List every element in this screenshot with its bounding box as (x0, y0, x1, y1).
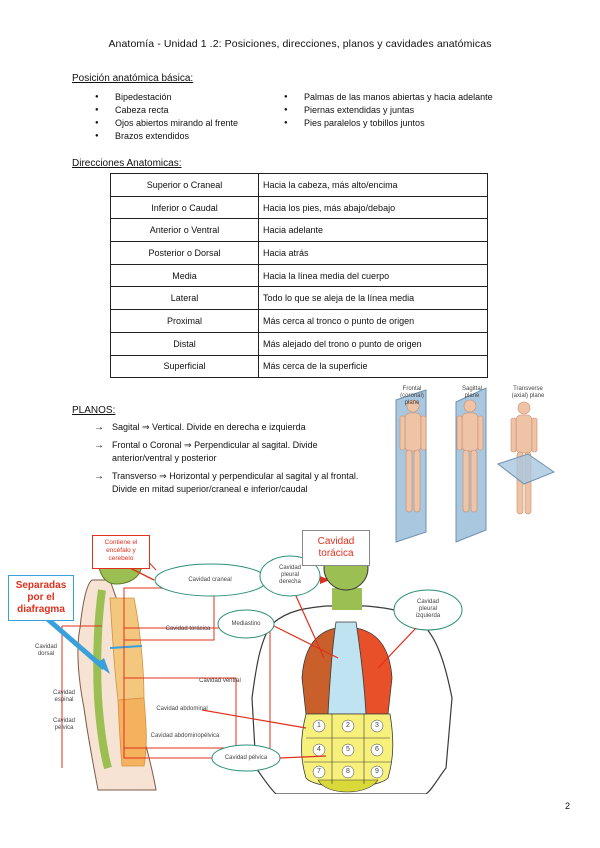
label-cavidad-toracica-small: Cavidad torácica (165, 626, 211, 632)
posicion-list-left (95, 91, 238, 143)
table-row (111, 174, 488, 197)
table-row (111, 355, 488, 378)
directions-table (110, 173, 488, 378)
posicion-list-right (284, 91, 493, 130)
label-cavidad-pelvica-right: Cavidad pélvica (224, 755, 268, 761)
label-cavidad-abdominal: Cavidad abdominal (156, 706, 208, 712)
term-cell: Posterior o Dorsal (111, 242, 259, 265)
table-row (111, 310, 488, 333)
term-cell: Media (111, 264, 259, 287)
region-number: 4 (317, 746, 321, 753)
label-cavidad-craneal: Cavidad craneal (188, 577, 232, 583)
label-cavidad-ventral: Cavidad ventral (199, 678, 241, 684)
desc-cell: Hacia la cabeza, más alto/encima (259, 174, 488, 197)
table-row (111, 242, 488, 265)
term-cell: Superior o Craneal (111, 174, 259, 197)
term-cell: Anterior o Ventral (111, 219, 259, 242)
label-pleural-izquierda: Cavidad pleural izquierda (415, 599, 441, 619)
section-heading-planos: PLANOS: (72, 405, 116, 416)
term-cell: Lateral (111, 287, 259, 310)
region-number: 7 (317, 768, 321, 775)
region-number: 2 (346, 722, 350, 729)
label-cavidad-pelvica-left: Cavidad pélvica (52, 718, 75, 731)
label-cavidad-dorsal: Cavidad dorsal (34, 644, 57, 657)
label-pleural-derecha: Cavidad pleural derecha (278, 565, 301, 585)
label-cavidad-abdominopelvica: Cavidad abdominopélvica (150, 733, 220, 739)
callout-toracica: Cavidad torácica (302, 530, 370, 566)
label-sagittal-plane: Sagittal plane (461, 386, 482, 399)
body-planes-illustration (386, 382, 558, 550)
region-number: 9 (375, 768, 379, 775)
region-number: 1 (317, 722, 321, 729)
list-item: → Frontal o Coronal ⇒ Perpendicular al sagital. Divide anterior/ventral y posterior (92, 439, 372, 465)
region-number: 5 (346, 746, 350, 753)
desc-cell: Hacia atrás (259, 242, 488, 265)
transverse-plane-shape (498, 454, 554, 484)
list-item: → Transverso ⇒ Horizontal y perpendicular al sagital y al frontal. Divide en mitad superior/craneal e inferior/caudal (92, 470, 372, 496)
desc-cell: Más cerca de la superficie (259, 355, 488, 378)
list-item: ● Bipedestación (95, 91, 238, 104)
label-mediastino: Mediastino (231, 621, 261, 627)
list-item: → Sagital ⇒ Vertical. Divide en derecha e izquierda (92, 421, 372, 434)
desc-cell: Más cerca al tronco o punto de origen (259, 310, 488, 333)
desc-cell: Más alejado del trono o punto de origen (259, 332, 488, 355)
list-item: ● Ojos abiertos mirando al frente (95, 117, 238, 130)
callout-encefalo: Contiene el encéfalo y cerebelo (92, 535, 150, 569)
desc-cell: Hacia los pies, más abajo/debajo (259, 196, 488, 219)
label-cavidad-espinal: Cavidad espinal (52, 690, 75, 703)
table-row (111, 332, 488, 355)
desc-cell: Hacia adelante (259, 219, 488, 242)
term-cell: Proximal (111, 310, 259, 333)
page-title: Anatomía - Unidad 1 .2: Posiciones, direcciones, planos y cavidades anatómicas (108, 38, 492, 50)
desc-cell: Todo lo que se aleja de la línea media (259, 287, 488, 310)
region-number: 8 (346, 768, 350, 775)
lateral-body (78, 536, 156, 790)
section-heading-direcciones: Direcciones Anatomicas: (72, 158, 182, 169)
region-number: 6 (375, 746, 379, 753)
desc-cell: Hacia la línea media del cuerpo (259, 264, 488, 287)
section-heading-posicion: Posición anatómica básica: (72, 73, 194, 84)
list-item: ● Pies paralelos y tobillos juntos (284, 117, 493, 130)
region-number: 3 (375, 722, 379, 729)
list-item: ● Cabeza recta (95, 104, 238, 117)
term-cell: Superficial (111, 355, 259, 378)
page-number: 2 (564, 801, 570, 811)
label-transverse-plane: Transverse (axial) plane (511, 386, 545, 399)
label-frontal-plane: Frontal (coronal) plane (400, 386, 424, 406)
planos-list (92, 421, 372, 501)
table-row (111, 264, 488, 287)
term-cell: Inferior o Caudal (111, 196, 259, 219)
term-cell: Distal (111, 332, 259, 355)
list-item: ● Palmas de las manos abiertas y hacia adelante (284, 91, 493, 104)
table-row (111, 219, 488, 242)
list-item: ● Piernas extendidas y juntas (284, 104, 493, 117)
list-item: ● Brazos extendidos (95, 130, 238, 143)
callout-diafragma: Separadas por el diafragma (8, 575, 74, 621)
table-row (111, 287, 488, 310)
table-row (111, 196, 488, 219)
